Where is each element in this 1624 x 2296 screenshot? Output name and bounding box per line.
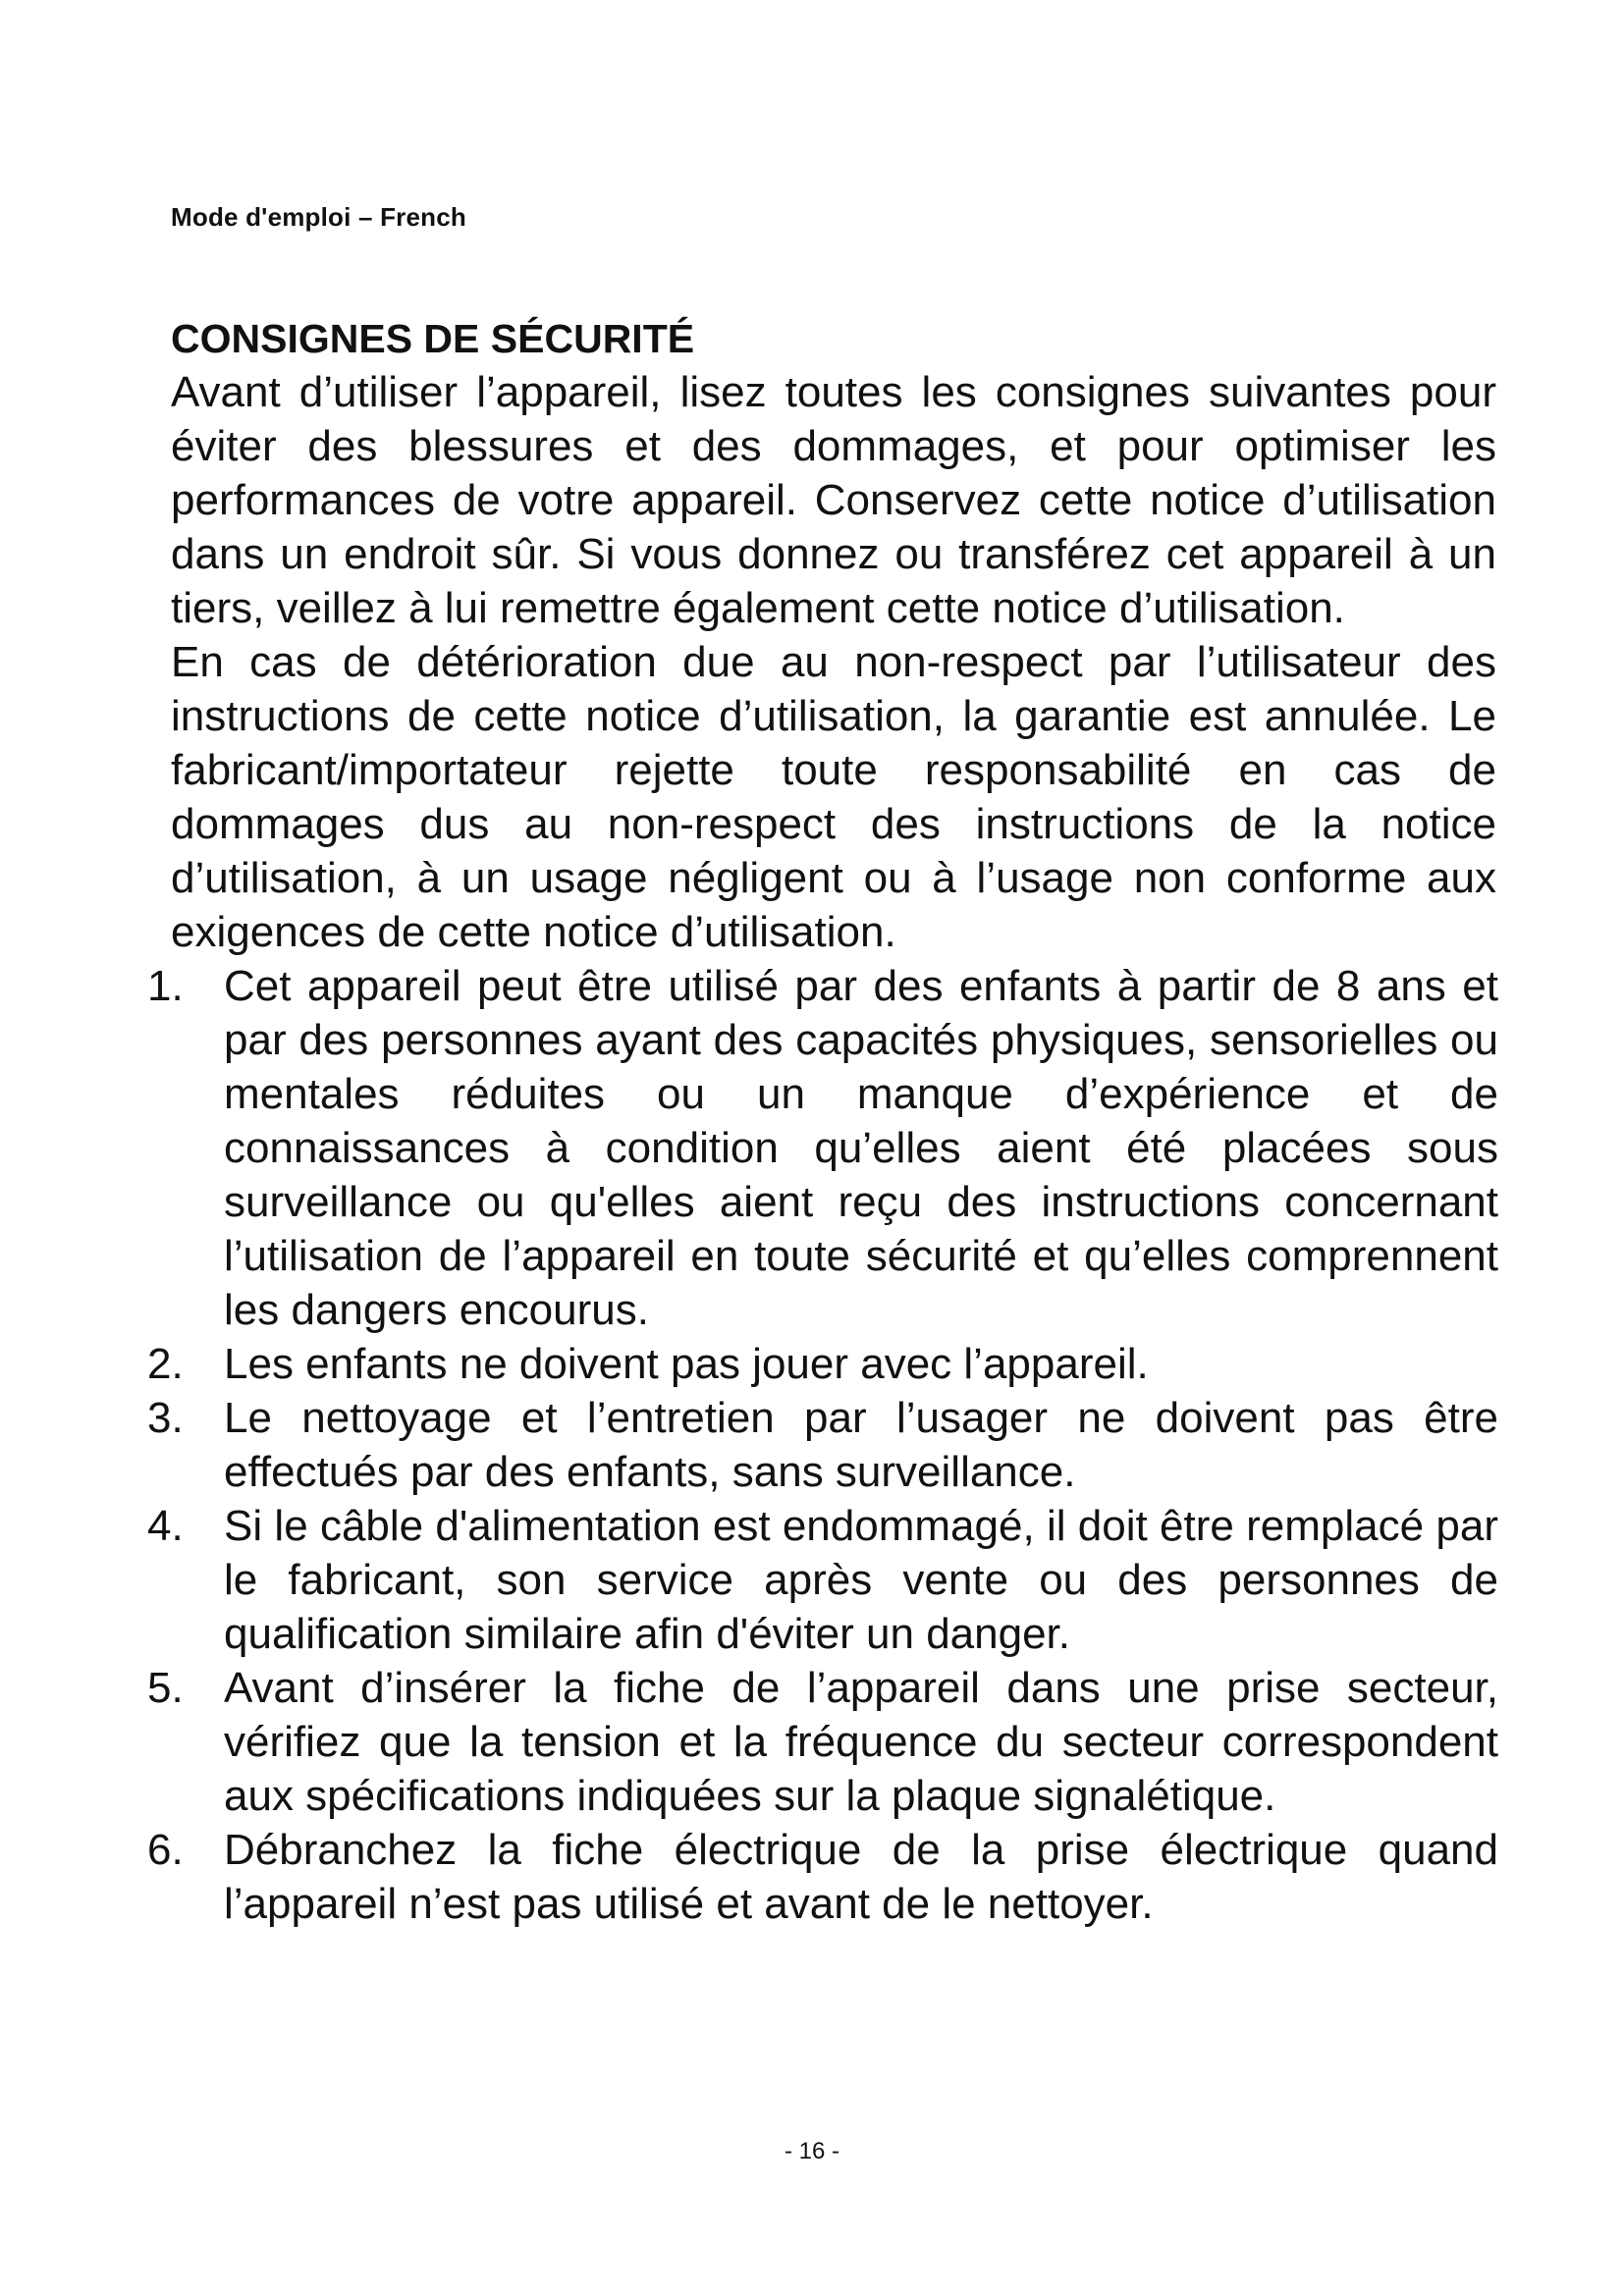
list-item-text: Avant d’insérer la fiche de l’appareil dans une prise secteur, vérifiez que la tension et la fréquence du secteur correspondent aux spécifications indiquées sur la plaque signalétique. [224,1664,1498,1820]
intro-paragraph: Avant d’utiliser l’appareil, lisez toutes les consignes suivantes pour éviter des blessures et des dommages, et pour optimiser les performances de votre appareil. Conservez cette notice d’utilisation dans un endroit sûr. Si vous donnez ou transférez cet appareil à un tiers, veillez à lui remettre également cette notice d’utilisation. [171,368,1496,632]
list-item [147,1337,1498,1391]
list-item [147,1499,1498,1661]
document-header: Mode d'emploi – French [171,202,466,232]
list-item-text: Si le câble d'alimentation est endommagé, il doit être remplacé par le fabricant, son service après vente ou des personnes de qualification similaire afin d'éviter un danger. [224,1502,1498,1658]
list-item-number: 2. [147,1340,184,1388]
list-item-text: Débranchez la fiche électrique de la prise électrique quand l’appareil n’est pas utilisé et avant de le nettoyer. [224,1826,1498,1928]
section-title: CONSIGNES DE SÉCURITÉ [171,316,695,361]
list-item [147,1661,1498,1823]
list-item [147,1823,1498,1931]
warranty-paragraph: En cas de détérioration due au non-respect par l’utilisateur des instructions de cette notice d’utilisation, la garantie est annulée. Le fabricant/importateur rejette toute responsabilité en cas de dommages dus au non-respect des instructions de la notice d’utilisation, à un usage négligent ou à l’usage non conforme aux exigences de cette notice d’utilisation. [171,638,1496,956]
list-item-number: 3. [147,1394,184,1442]
list-item-number: 5. [147,1664,184,1712]
list-item-text: Les enfants ne doivent pas jouer avec l’appareil. [224,1340,1149,1388]
list-item-text: Cet appareil peut être utilisé par des enfants à partir de 8 ans et par des personnes ayant des capacités physiques, sensorielles ou mentales réduites ou un manque d’expérience et de connaissances à condition qu’elles aient été placées sous surveillance ou qu'elles aient reçu des instructions concernant l’utilisation de l’appareil en toute sécurité et qu’elles comprennent les dangers encourus. [224,962,1498,1334]
page-number: - 16 - [784,2138,839,2164]
list-item [147,1391,1498,1499]
list-item [147,959,1498,1337]
list-item-text: Le nettoyage et l’entretien par l’usager ne doivent pas être effectués par des enfants, sans surveillance. [224,1394,1498,1496]
list-item-number: 6. [147,1826,184,1874]
list-item-number: 1. [147,962,184,1010]
list-item-number: 4. [147,1502,184,1550]
safety-list [147,959,1498,1931]
main-content [147,312,1498,1931]
